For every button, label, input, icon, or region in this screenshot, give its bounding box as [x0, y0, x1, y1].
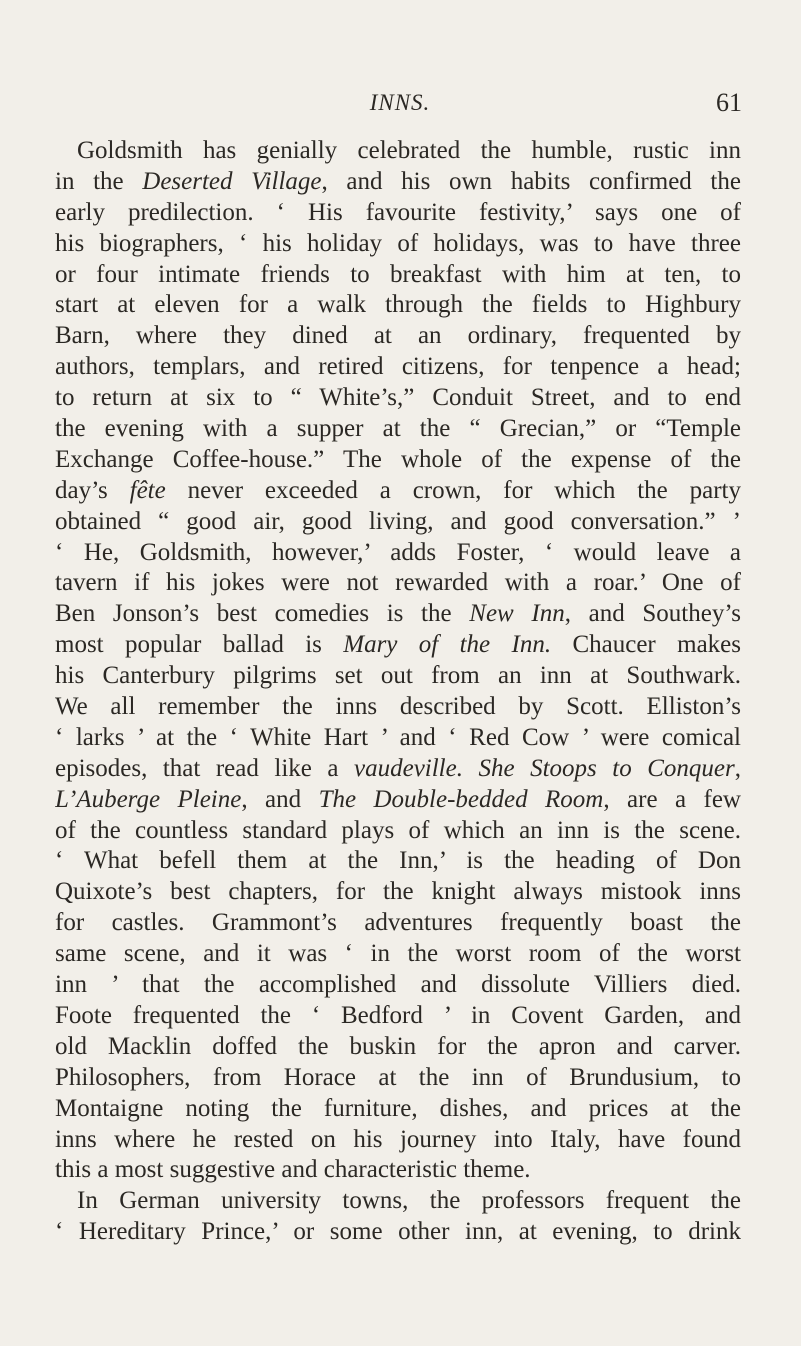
text-line	[55, 352, 741, 383]
text-line	[55, 414, 741, 445]
text-run: Exchange Coffee-house.” The whole of the expense of the	[55, 445, 741, 473]
running-head: INNS.	[369, 90, 431, 115]
text-run: start at eleven for a walk through the fields to Highbury	[55, 291, 741, 319]
text-line	[55, 1217, 741, 1248]
text-run: Goldsmith has genially celebrated the humble, rustic inn	[77, 137, 741, 164]
italic-title: L’Auberge Pleine	[55, 785, 242, 813]
text-line	[55, 538, 741, 569]
text-run: tavern if his jokes were not rewarded with a roar.’ One of	[55, 569, 741, 597]
italic-title: vaudeville. She Stoops to Conquer	[354, 754, 735, 782]
text-line	[55, 136, 741, 167]
text-line	[55, 445, 741, 476]
text-run: ‘ larks ’ at the ‘ White Hart ’ and ‘ Red Cow ’ were comical	[55, 723, 741, 751]
text-run: his biographers, ‘ his holiday of holidays, was to have three	[55, 229, 741, 257]
text-line	[55, 1032, 741, 1063]
text-run: in the	[55, 167, 143, 195]
text-run: , and his own habits confirmed the	[321, 167, 741, 195]
text-line	[55, 229, 741, 260]
text-run: or four intimate friends to breakfast with him at ten, to	[55, 260, 741, 288]
text-run: for castles. Grammont’s adventures frequently boast the	[55, 909, 741, 937]
text-run: authors, templars, and retired citizens, for tenpence a head;	[55, 353, 741, 381]
text-line	[55, 321, 741, 352]
text-run: early predilection. ‘ His favourite festivity,’ says one of	[55, 198, 741, 226]
text-run: ‘ He, Goldsmith, however,’ adds Foster, ‘ would leave a	[55, 538, 741, 566]
text-run: , and	[241, 785, 319, 813]
text-line	[55, 260, 741, 291]
text-run: most popular ballad is	[55, 631, 344, 659]
text-run: Montaigne noting the furniture, dishes, and prices at the	[55, 1094, 741, 1122]
italic-title: Deserted Village	[142, 167, 322, 195]
italic-title: fête	[129, 476, 166, 504]
page-header	[60, 90, 740, 130]
text-run: ,	[734, 754, 741, 782]
text-line	[55, 167, 741, 198]
text-run: Chaucer makes	[551, 631, 741, 659]
text-line	[55, 290, 741, 321]
page-number: 61	[716, 88, 742, 117]
text-run: never exceeded a crown, for which the party	[165, 476, 741, 504]
text-run: his Canterbury pilgrims set out from an inn at Southwark.	[55, 662, 741, 690]
text-line	[55, 198, 741, 229]
text-run: Quixote’s best chapters, for the knight always mistook inns	[55, 878, 741, 906]
text-line	[55, 754, 741, 785]
text-line	[55, 1155, 741, 1186]
text-line	[55, 383, 741, 414]
text-run: , are a few	[603, 785, 741, 813]
text-run: obtained “ good air, good living, and good conversation.” ’	[55, 507, 741, 535]
text-run: Ben Jonson’s best comedies is the	[55, 600, 470, 628]
text-line	[55, 908, 741, 939]
text-line	[55, 846, 741, 877]
text-line	[55, 1125, 741, 1156]
text-run: Philosophers, from Horace at the inn of Brundusium, to	[55, 1063, 741, 1091]
text-run: of the countless standard plays of which an inn is the scene.	[55, 816, 741, 844]
text-line	[55, 1063, 741, 1094]
text-run: inns where he rested on his journey into Italy, have found	[55, 1125, 741, 1153]
body-text	[55, 136, 741, 1248]
text-run: episodes, that read like a	[55, 754, 354, 782]
text-line	[55, 785, 741, 816]
text-line	[55, 630, 741, 661]
text-line	[55, 939, 741, 970]
text-line	[55, 970, 741, 1001]
text-line	[55, 507, 741, 538]
text-line	[55, 568, 741, 599]
text-run: day’s	[55, 476, 130, 504]
text-run: this a most suggestive and characteristic theme.	[55, 1156, 531, 1184]
text-line	[55, 476, 741, 507]
text-run: inn ’ that the accomplished and dissolute Villiers died.	[55, 971, 741, 999]
text-line	[55, 1001, 741, 1032]
text-line	[55, 1094, 741, 1125]
text-run: In German university towns, the professors frequent the	[77, 1187, 741, 1215]
text-line	[55, 723, 741, 754]
italic-title: The Double-bedded Room	[318, 785, 604, 813]
text-run: ‘ What befell them at the Inn,’ is the heading of Don	[55, 847, 741, 875]
text-run: , and Southey’s	[564, 600, 741, 628]
text-run: old Macklin doffed the buskin for the apron and carver.	[55, 1032, 741, 1060]
text-run: same scene, and it was ‘ in the worst room of the worst	[55, 940, 741, 968]
text-run: to return at six to “ White’s,” Conduit Street, and to end	[55, 384, 741, 412]
text-run: We all remember the inns described by Scott. Elliston’s	[55, 693, 741, 721]
text-run: Barn, where they dined at an ordinary, frequented by	[55, 322, 741, 350]
text-run: ‘ Hereditary Prince,’ or some other inn, at evening, to drink	[55, 1218, 741, 1246]
text-line	[55, 877, 741, 908]
text-line	[55, 692, 741, 723]
text-line	[55, 1186, 741, 1217]
text-line	[55, 661, 741, 692]
italic-title: Mary of the Inn.	[343, 631, 552, 659]
text-line	[55, 816, 741, 847]
text-run: Foote frequented the ‘ Bedford ’ in Covent Garden, and	[55, 1001, 741, 1029]
text-run: the evening with a supper at the “ Grecian,” or “Temple	[55, 415, 741, 443]
text-line	[55, 599, 741, 630]
italic-title: New Inn	[469, 600, 565, 628]
